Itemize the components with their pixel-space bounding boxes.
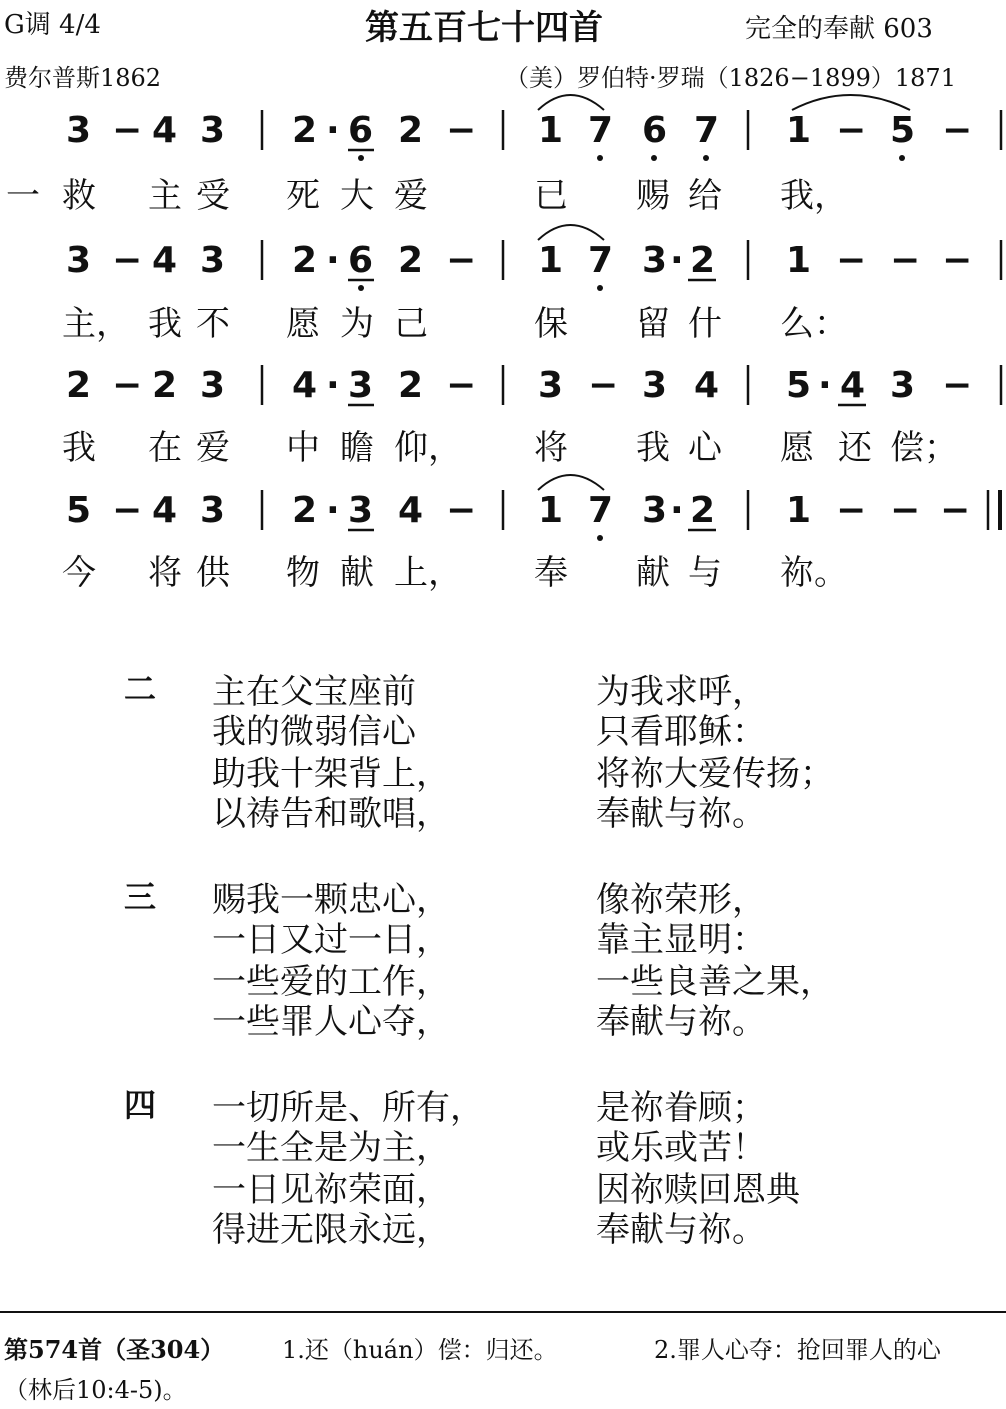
note: − bbox=[112, 240, 143, 281]
lyric: 献 bbox=[636, 553, 670, 593]
note: 2 bbox=[152, 365, 178, 406]
verse-number: 三 bbox=[124, 878, 157, 916]
verse-4 bbox=[0, 1080, 1006, 1250]
lyric: 今 bbox=[62, 553, 96, 593]
note: 1 bbox=[538, 110, 564, 151]
note: 7 bbox=[694, 110, 720, 151]
note: 4 bbox=[398, 490, 424, 531]
lyric: 大 bbox=[340, 176, 374, 216]
verse-line: 将祢大爱传扬； bbox=[596, 754, 834, 794]
note: 1 bbox=[786, 110, 812, 151]
verse-line: 主在父宝座前 bbox=[212, 672, 416, 712]
lyric: 上， bbox=[394, 553, 462, 593]
lyric: 什 bbox=[688, 304, 722, 344]
note: − bbox=[942, 365, 973, 406]
lyric: 我 bbox=[636, 428, 670, 468]
verse-line: 赐我一颗忠心， bbox=[212, 880, 450, 920]
score-line-4 bbox=[0, 490, 1006, 534]
note: − bbox=[446, 110, 477, 151]
verse-line: 为我求呼， bbox=[596, 672, 766, 712]
verse-line: 是祢眷顾； bbox=[596, 1088, 766, 1128]
lyric: 心 bbox=[688, 428, 722, 468]
verse-line: 只看耶稣： bbox=[596, 712, 766, 752]
note: · bbox=[326, 365, 340, 406]
note: 5 bbox=[66, 490, 92, 531]
note: 4 bbox=[292, 365, 318, 406]
note: 4 bbox=[152, 110, 178, 151]
footnote-2: 2.罪人心夺：抢回罪人的心 bbox=[654, 1336, 941, 1364]
verse-line: 一日见祢荣面， bbox=[212, 1170, 450, 1210]
verse-line: 或乐或苦！ bbox=[596, 1128, 766, 1168]
lyric: 奉 bbox=[534, 553, 568, 593]
hymn-category: 完全的奉献 603 bbox=[745, 14, 933, 44]
note: − bbox=[112, 490, 143, 531]
lyric: 偿； bbox=[890, 428, 958, 468]
note: 3 bbox=[538, 365, 564, 406]
note: − bbox=[890, 490, 921, 531]
lyric: 留 bbox=[636, 304, 670, 344]
note: · bbox=[326, 240, 340, 281]
lyric: 我 bbox=[148, 304, 182, 344]
lyric: 受 bbox=[196, 176, 230, 216]
note: 2 bbox=[66, 365, 92, 406]
verse-line: 奉献与祢。 bbox=[596, 794, 766, 834]
note: 3 bbox=[642, 240, 668, 281]
verse-line: 奉献与祢。 bbox=[596, 1002, 766, 1042]
author-credit: （美）罗伯特·罗瑞（1826−1899）1871 bbox=[505, 64, 956, 92]
note: − bbox=[942, 240, 973, 281]
note: − bbox=[446, 490, 477, 531]
note: − bbox=[446, 365, 477, 406]
lyric: 救 bbox=[62, 176, 96, 216]
note: 4 bbox=[840, 365, 866, 406]
lyric: 主， bbox=[62, 304, 130, 344]
hymn-reference: 第574首（圣304） bbox=[4, 1335, 225, 1364]
verse-line: 我的微弱信心 bbox=[212, 712, 416, 752]
verse-3 bbox=[0, 872, 1006, 1042]
note: 1 bbox=[538, 490, 564, 531]
footer bbox=[0, 1330, 1006, 1408]
note: 2 bbox=[292, 110, 318, 151]
note: · bbox=[818, 365, 832, 406]
note: 4 bbox=[152, 490, 178, 531]
lyric: 保 bbox=[534, 304, 568, 344]
lyric: 还 bbox=[838, 428, 872, 468]
footnote-1: 1.还（huán）偿：归还。 bbox=[282, 1336, 558, 1364]
note: 3 bbox=[66, 110, 92, 151]
lyric: 为 bbox=[340, 304, 374, 344]
note: − bbox=[836, 490, 867, 531]
lyric: 物 bbox=[286, 553, 320, 593]
note: · bbox=[670, 240, 684, 281]
note: 6 bbox=[348, 240, 374, 281]
lyric-line-4 bbox=[0, 545, 1006, 593]
verse-line: 以祷告和歌唱， bbox=[212, 794, 450, 834]
verse-line: 一些爱的工作， bbox=[212, 962, 450, 1002]
lyric-line-1 bbox=[0, 168, 1006, 216]
lyric: 愿 bbox=[286, 304, 320, 344]
note: 1 bbox=[538, 240, 564, 281]
note: − bbox=[890, 240, 921, 281]
note: 3 bbox=[200, 240, 226, 281]
note: − bbox=[942, 110, 973, 151]
lyric: 愿 bbox=[780, 428, 814, 468]
note: 7 bbox=[588, 110, 614, 151]
lyric: 已 bbox=[534, 176, 568, 216]
note: 3 bbox=[200, 365, 226, 406]
note: 7 bbox=[588, 240, 614, 281]
note: 2 bbox=[398, 240, 424, 281]
note: 1 bbox=[786, 240, 812, 281]
lyric: 将 bbox=[534, 428, 568, 468]
note: 3 bbox=[200, 490, 226, 531]
lyric-line-2 bbox=[0, 296, 1006, 344]
note: − bbox=[940, 490, 971, 531]
lyric: 给 bbox=[688, 176, 722, 216]
note: − bbox=[446, 240, 477, 281]
lyric: 主 bbox=[148, 176, 182, 216]
lyric: 祢。 bbox=[780, 553, 848, 593]
note: 2 bbox=[398, 110, 424, 151]
score-line-2 bbox=[0, 240, 1006, 284]
note: 3 bbox=[348, 490, 374, 531]
lyric: 与 bbox=[688, 553, 722, 593]
note: 2 bbox=[292, 240, 318, 281]
lyric: 死 bbox=[286, 176, 320, 216]
lyric: 我 bbox=[62, 428, 96, 468]
note: − bbox=[588, 365, 619, 406]
note: − bbox=[112, 365, 143, 406]
lyric: 爱 bbox=[394, 176, 428, 216]
verse-line: 一生全是为主， bbox=[212, 1128, 450, 1168]
note: 5 bbox=[890, 110, 916, 151]
note: − bbox=[836, 240, 867, 281]
note: 5 bbox=[786, 365, 812, 406]
verse-line: 得进无限永远， bbox=[212, 1210, 450, 1250]
lyric: 仰， bbox=[394, 428, 462, 468]
footnote-2-continued: （林后10:4-5)。 bbox=[4, 1376, 187, 1404]
lyric: 己 bbox=[394, 304, 428, 344]
note: 3 bbox=[642, 490, 668, 531]
note: · bbox=[326, 490, 340, 531]
note: − bbox=[112, 110, 143, 151]
lyric: 在 bbox=[148, 428, 182, 468]
lyric: 不 bbox=[196, 304, 230, 344]
note: 3 bbox=[642, 365, 668, 406]
lyric: 赐 bbox=[636, 176, 670, 216]
note: 4 bbox=[152, 240, 178, 281]
verse-line: 一切所是、所有， bbox=[212, 1088, 484, 1128]
note: 3 bbox=[348, 365, 374, 406]
note: 4 bbox=[694, 365, 720, 406]
note: 3 bbox=[66, 240, 92, 281]
verse-number: 四 bbox=[124, 1086, 157, 1124]
note: 2 bbox=[292, 490, 318, 531]
verse-line: 奉献与祢。 bbox=[596, 1210, 766, 1250]
verse-line: 靠主显明： bbox=[596, 920, 766, 960]
verse-line: 一些罪人心夺， bbox=[212, 1002, 450, 1042]
composer-credit: 费尔普斯1862 bbox=[4, 64, 162, 92]
lyric: 献 bbox=[340, 553, 374, 593]
note: 3 bbox=[200, 110, 226, 151]
verse-2 bbox=[0, 664, 1006, 834]
note: 2 bbox=[690, 240, 716, 281]
lyric: 将 bbox=[148, 553, 182, 593]
key-signature: G调 4/4 bbox=[4, 10, 101, 40]
note: · bbox=[326, 110, 340, 151]
score-line-3 bbox=[0, 365, 1006, 409]
note: − bbox=[836, 110, 867, 151]
note: · bbox=[670, 490, 684, 531]
verse-line: 助我十架背上， bbox=[212, 754, 450, 794]
note: 2 bbox=[690, 490, 716, 531]
lyric: 我， bbox=[780, 176, 848, 216]
verse-marker: 一 bbox=[6, 176, 40, 216]
hymn-title: 第五百七十四首 bbox=[365, 8, 603, 48]
lyric: 供 bbox=[196, 553, 230, 593]
note: 6 bbox=[642, 110, 668, 151]
verse-number: 二 bbox=[124, 670, 157, 708]
verse-line: 因祢赎回恩典 bbox=[596, 1170, 800, 1210]
lyric-line-3 bbox=[0, 420, 1006, 468]
note: 3 bbox=[890, 365, 916, 406]
verse-line: 一日又过一日， bbox=[212, 920, 450, 960]
verse-line: 像祢荣形， bbox=[596, 880, 766, 920]
note: 1 bbox=[786, 490, 812, 531]
lyric: 爱 bbox=[196, 428, 230, 468]
lyric: 瞻 bbox=[340, 428, 374, 468]
note: 6 bbox=[348, 110, 374, 151]
note: 7 bbox=[588, 490, 614, 531]
score-line-1 bbox=[0, 110, 1006, 154]
verse-line: 一些良善之果， bbox=[596, 962, 834, 1002]
lyric: 么： bbox=[780, 304, 848, 344]
note: 2 bbox=[398, 365, 424, 406]
lyric: 中 bbox=[286, 428, 320, 468]
